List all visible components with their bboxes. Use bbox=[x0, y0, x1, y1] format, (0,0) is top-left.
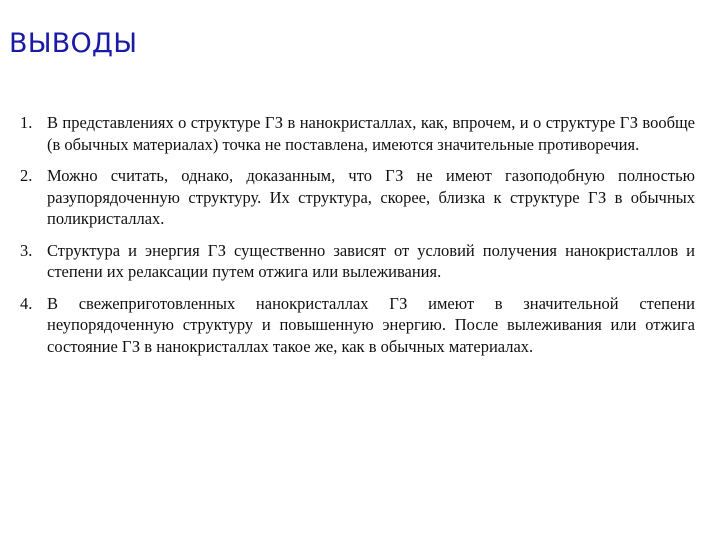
conclusions-list bbox=[20, 112, 695, 367]
item-text: В представлениях о структуре ГЗ в нанокристаллах, как, впрочем, и о структуре ГЗ вообще (в обычных материалах) точка не поставлена, имеются значительные противоречия. bbox=[47, 113, 695, 154]
item-number: 3. bbox=[20, 240, 33, 260]
slide-title: ВЫВОДЫ bbox=[9, 28, 138, 59]
item-text: Структура и энергия ГЗ существенно зависят от условий получения нанокристаллов и степени их релаксации путем отжига или вылеживания. bbox=[47, 240, 695, 281]
item-number: 4. bbox=[20, 293, 33, 313]
item-text: В свежеприготовленных нанокристаллах ГЗ имеют в значительной степени неупорядоченную структуру и повышенную энергию. После вылеживания или отжига состояние ГЗ в нанокристаллах такое же, как в обычных материалах. bbox=[47, 293, 695, 356]
item-number: 1. bbox=[20, 113, 33, 132]
item-number: 2. bbox=[20, 166, 33, 185]
item-text: Можно считать, однако, доказанным, что ГЗ не имеют газоподобную полностью разупорядоченную структуру. Их структура, скорее, близка к структуре ГЗ в обычных поликристаллах. bbox=[47, 166, 695, 228]
list-item bbox=[20, 165, 695, 230]
list-item bbox=[20, 240, 695, 283]
list-item bbox=[20, 112, 695, 155]
list-item bbox=[20, 293, 695, 358]
